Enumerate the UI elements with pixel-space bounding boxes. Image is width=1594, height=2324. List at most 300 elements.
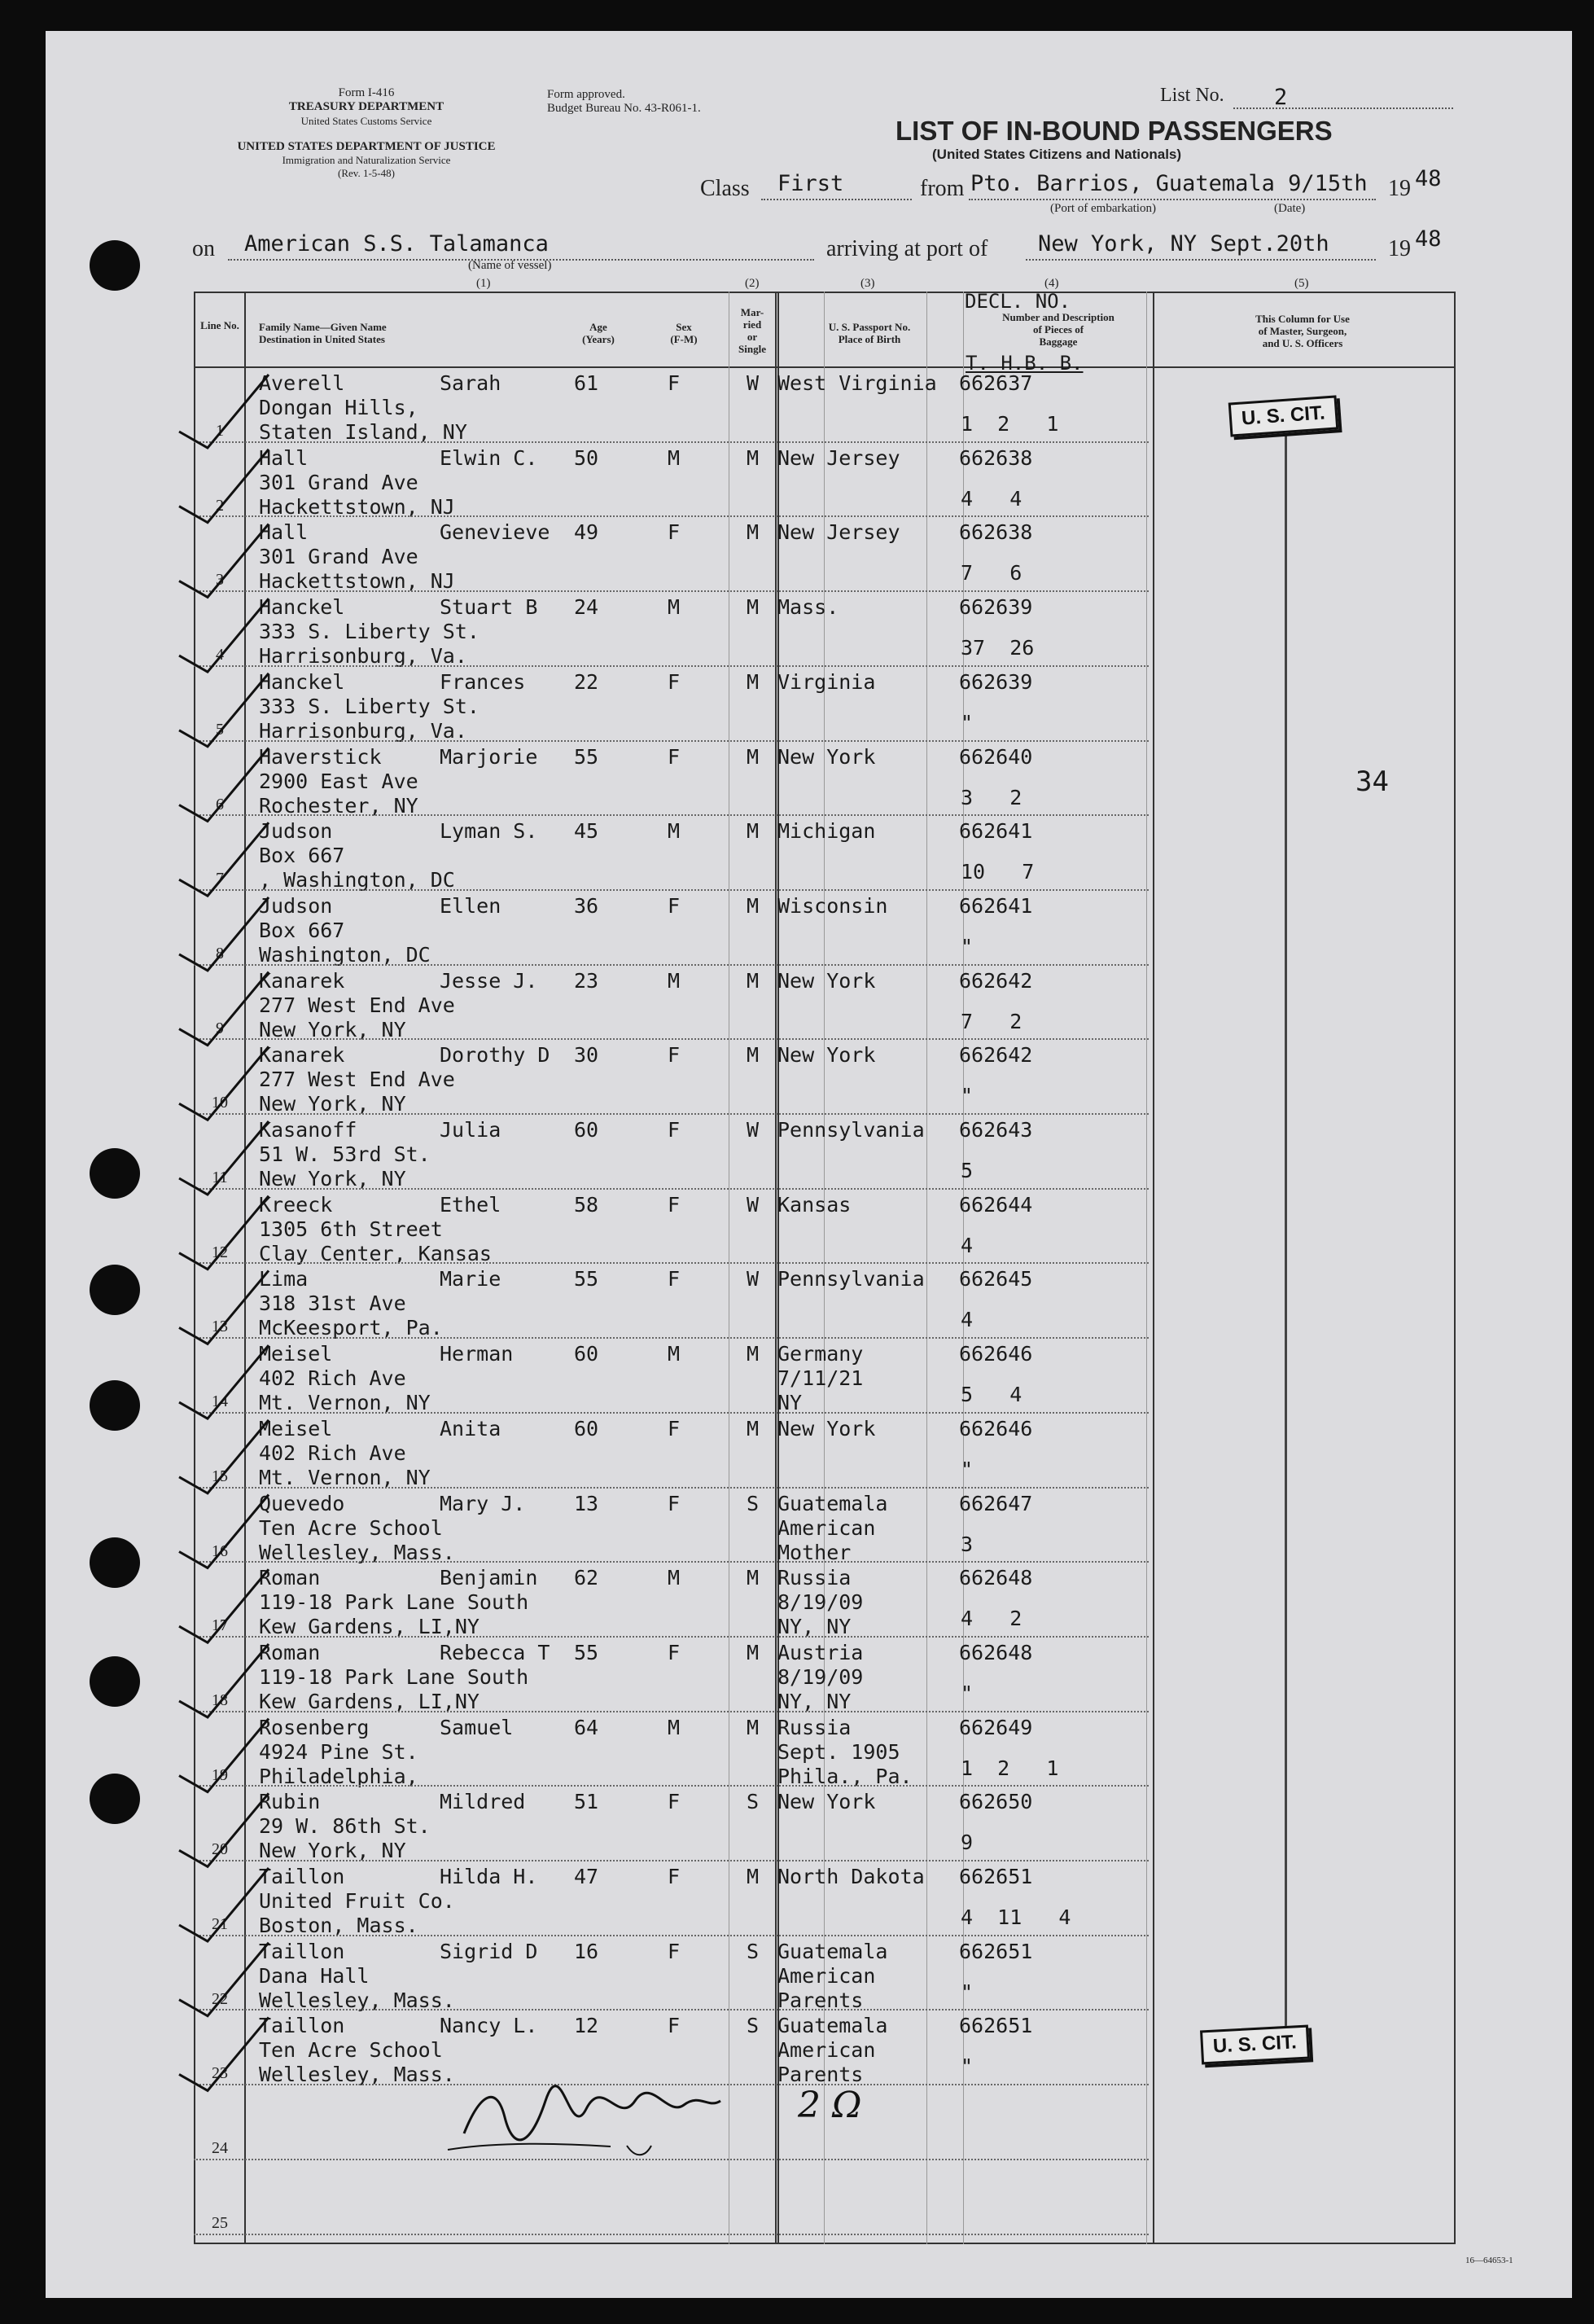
place-of-birth: Guatemala American Parents: [777, 1939, 888, 2012]
col-num-5: (5): [1294, 277, 1309, 290]
given-name: Genevieve: [440, 520, 550, 545]
check-mark: [179, 1345, 269, 1419]
address-line2: Rochester, NY: [259, 793, 418, 818]
marital-status: M: [747, 1342, 760, 1366]
row-separator: [194, 964, 1149, 966]
address-line2: Kew Gardens, LI,NY: [259, 1615, 480, 1639]
sex: M: [668, 1566, 681, 1590]
sex: F: [668, 1939, 681, 1963]
given-name: Elwin C.: [440, 445, 538, 470]
declaration-no: 662642: [959, 968, 1033, 993]
baggage-count: 4: [961, 1233, 974, 1257]
sex: F: [668, 1491, 681, 1515]
family-name: Judson: [259, 893, 333, 918]
place-of-birth: New Jersey: [777, 445, 900, 470]
age: 22: [574, 669, 599, 694]
age: 47: [574, 1865, 599, 1888]
baggage-count: 5: [961, 1159, 974, 1182]
declaration-no: 662647: [959, 1491, 1033, 1515]
on-label: on: [192, 236, 215, 261]
marital-status: M: [747, 744, 760, 769]
family-name: Averell: [259, 371, 345, 395]
row-separator: [194, 1188, 1149, 1190]
age: 24: [574, 595, 599, 620]
check-mark: [179, 1719, 269, 1792]
form-title: LIST OF IN-BOUND PASSENGERS: [896, 116, 1333, 146]
place-of-birth: Guatemala American Parents: [777, 2014, 888, 2087]
address-line2: Wellesley, Mass.: [259, 1540, 455, 1564]
row-separator: [194, 1412, 1149, 1414]
address-line1: 318 31st Ave: [259, 1291, 406, 1316]
baggage-count: ": [961, 710, 974, 734]
officer-bracket-line: [1285, 423, 1287, 2044]
col-sex: Sex (F-M): [670, 321, 698, 345]
age: 12: [574, 2014, 599, 2038]
place-of-birth: New Jersey: [777, 520, 900, 545]
family-name: Roman: [259, 1640, 321, 1664]
from-label: from: [920, 176, 965, 201]
row-separator: [194, 1860, 1149, 1861]
declaration-no: 662651: [959, 2014, 1033, 2038]
baggage-count: 4: [961, 1308, 974, 1332]
declaration-no: 662646: [959, 1416, 1033, 1440]
us-citizen-stamp-2: U. S. CIT.: [1200, 2025, 1310, 2065]
address-line1: 51 W. 53rd St.: [259, 1142, 431, 1166]
line-number: 5: [216, 720, 224, 739]
marital-status: M: [747, 819, 760, 844]
col-line-no: Line No.: [200, 319, 239, 331]
family-name: Rosenberg: [259, 1715, 370, 1739]
sex: F: [668, 2014, 681, 2038]
check-mark: [179, 897, 269, 971]
line-number: 2: [216, 496, 224, 515]
address-line2: Mt. Vernon, NY: [259, 1465, 431, 1489]
marital-status: S: [747, 1491, 760, 1515]
place-of-birth: Pennsylvania: [777, 1267, 925, 1291]
punch-hole: [90, 1380, 140, 1431]
declaration-no: 662640: [959, 744, 1033, 769]
marital-status: S: [747, 2014, 760, 2038]
age: 51: [574, 1790, 599, 1814]
row-separator: [194, 1337, 1149, 1339]
line-number: 12: [212, 1243, 228, 1261]
sex: F: [668, 1267, 681, 1291]
given-name: Mary J.: [440, 1491, 526, 1515]
check-mark: [179, 1121, 269, 1195]
address-line2: Boston, Mass.: [259, 1914, 418, 1937]
port-caption: (Port of embarkation): [1050, 202, 1156, 215]
baggage-count: ": [961, 934, 974, 958]
baggage-count: 10 7: [961, 860, 1035, 884]
sex: F: [668, 1790, 681, 1814]
family-name: Quevedo: [259, 1491, 345, 1515]
line-number: 24: [212, 2139, 228, 2158]
sex: M: [668, 1715, 681, 1739]
address-line1: Box 667: [259, 844, 345, 868]
marital-status: W: [747, 1267, 760, 1291]
declaration-no: 662641: [959, 893, 1033, 918]
place-of-birth: North Dakota: [777, 1865, 925, 1888]
address-line2: Harrisonburg, Va.: [259, 718, 467, 743]
sex: M: [668, 595, 681, 620]
declaration-no: 662645: [959, 1267, 1033, 1291]
given-name: Marie: [440, 1267, 501, 1291]
check-mark: [179, 449, 269, 523]
address-line1: 277 West End Ave: [259, 993, 455, 1017]
check-mark: [179, 1943, 269, 2016]
place-of-birth: Austria 8/19/09 NY, NY: [777, 1640, 864, 1713]
family-name: Kreeck: [259, 1192, 333, 1217]
place-of-birth: Guatemala American Mother: [777, 1491, 888, 1564]
sex: F: [668, 893, 681, 918]
row-separator: [194, 1262, 1149, 1264]
list-no-value: 2: [1274, 85, 1288, 110]
line-number: 13: [212, 1318, 228, 1336]
baggage-count: 37 26: [961, 636, 1035, 660]
line-number: 14: [212, 1392, 228, 1411]
declaration-no: 662651: [959, 1865, 1033, 1888]
marital-status: M: [747, 893, 760, 918]
family-name: Kanarek: [259, 968, 345, 993]
place-of-birth: Germany 7/11/21 NY: [777, 1342, 864, 1415]
age: 16: [574, 1939, 599, 1963]
address-line2: Staten Island, NY: [259, 420, 467, 444]
punch-hole: [90, 1656, 140, 1707]
declaration-no: 662641: [959, 819, 1033, 844]
row-separator: [194, 1785, 1149, 1787]
marital-status: S: [747, 1790, 760, 1814]
place-of-birth: Kansas: [777, 1192, 852, 1217]
family-name: Hall: [259, 445, 309, 470]
place-of-birth: New York: [777, 1416, 876, 1440]
declaration-no: 662644: [959, 1192, 1033, 1217]
place-of-birth: West Virginia: [777, 371, 937, 395]
year-value-2: 48: [1415, 226, 1442, 252]
marital-status: M: [747, 595, 760, 620]
baggage-count: ": [961, 1980, 974, 2004]
col-baggage: Number and Description of Pieces of Baggage: [1002, 311, 1114, 348]
line-number: 18: [212, 1690, 228, 1709]
declaration-no: 662648: [959, 1640, 1033, 1664]
place-of-birth: Russia 8/19/09 NY, NY: [777, 1566, 864, 1639]
given-name: Jesse J.: [440, 968, 538, 993]
side-number: 34: [1355, 765, 1389, 798]
col-passport: U. S. Passport No. Place of Birth: [828, 321, 911, 345]
family-name: Kasanoff: [259, 1118, 357, 1142]
year-prefix: 19: [1388, 176, 1411, 201]
row-separator: [194, 1561, 1149, 1563]
address-line1: Ten Acre School: [259, 2038, 443, 2063]
check-mark: [179, 1495, 269, 1568]
place-of-birth: Michigan: [777, 819, 876, 844]
address-line2: Clay Center, Kansas: [259, 1241, 492, 1265]
address-line1: 119-18 Park Lane South: [259, 1590, 529, 1615]
line-number: 21: [212, 1915, 228, 1933]
given-name: Nancy L.: [440, 2014, 538, 2038]
marital-status: M: [747, 1640, 760, 1664]
address-line2: Kew Gardens, LI,NY: [259, 1689, 480, 1713]
family-name: Meisel: [259, 1342, 333, 1366]
address-line2: , Washington, DC: [259, 868, 455, 892]
given-name: Lyman S.: [440, 819, 538, 844]
line-number: 17: [212, 1616, 228, 1635]
place-of-birth: New York: [777, 1790, 876, 1814]
baggage-count: 1 2 1: [961, 412, 1059, 436]
baggage-count: ": [961, 1084, 974, 1108]
sex: F: [668, 744, 681, 769]
declaration-no: 662646: [959, 1342, 1033, 1366]
row-separator: [194, 1487, 1149, 1489]
baggage-count: 3 2: [961, 785, 1023, 809]
age: 58: [574, 1192, 599, 1217]
line-number: 20: [212, 1840, 228, 1859]
line-number: 3: [216, 571, 224, 590]
baggage-count: ": [961, 1681, 974, 1705]
punch-hole: [90, 1148, 140, 1199]
us-citizen-stamp: U. S. CIT.: [1228, 395, 1338, 436]
col-married: Mar- ried or Single: [738, 306, 766, 355]
col-officers: This Column for Use of Master, Surgeon, and U. S. Officers: [1255, 313, 1350, 349]
line-number: 11: [212, 1169, 228, 1186]
address-line2: Harrisonburg, Va.: [259, 644, 467, 669]
marital-status: S: [747, 1939, 760, 1963]
list-no-label: List No.: [1160, 85, 1224, 106]
marital-status: M: [747, 669, 760, 694]
row-separator: [194, 814, 1149, 816]
sex: M: [668, 819, 681, 844]
age: 62: [574, 1566, 599, 1590]
address-line1: 277 West End Ave: [259, 1068, 455, 1092]
address-line2: New York, NY: [259, 1017, 406, 1041]
place-of-birth: New York: [777, 1043, 876, 1068]
age: 64: [574, 1715, 599, 1739]
address-line2: Hackettstown, NJ: [259, 569, 455, 594]
marital-status: M: [747, 1043, 760, 1068]
age: 55: [574, 1267, 599, 1291]
place-of-birth: Wisconsin: [777, 893, 888, 918]
check-mark: [179, 1196, 269, 1269]
age: 60: [574, 1416, 599, 1440]
line-number: 9: [216, 1019, 224, 1037]
marital-status: W: [747, 371, 760, 395]
sex: F: [668, 371, 681, 395]
given-name: Ellen: [440, 893, 501, 918]
address-line2: McKeesport, Pa.: [259, 1316, 443, 1340]
baggage-count: ": [961, 1457, 974, 1481]
address-line1: Ten Acre School: [259, 1515, 443, 1540]
sex: F: [668, 1640, 681, 1664]
marital-status: M: [747, 1865, 760, 1888]
given-name: Mildred: [440, 1790, 526, 1814]
age: 61: [574, 371, 599, 395]
baggage-count: 5 4: [961, 1383, 1023, 1407]
given-name: Herman: [440, 1342, 514, 1366]
age: 55: [574, 744, 599, 769]
baggage-count: 9: [961, 1831, 974, 1855]
marital-status: M: [747, 445, 760, 470]
family-name: Hanckel: [259, 669, 345, 694]
row-separator: [194, 1113, 1149, 1115]
check-mark: [179, 1569, 269, 1642]
marital-status: W: [747, 1192, 760, 1217]
check-mark: [179, 1420, 269, 1493]
address-line1: 119-18 Park Lane South: [259, 1664, 529, 1689]
form-subtitle: (United States Citizens and Nationals): [932, 147, 1182, 162]
family-name: Judson: [259, 819, 333, 844]
baggage-count: 4 4: [961, 486, 1023, 511]
sex: F: [668, 520, 681, 545]
punch-hole: [90, 1774, 140, 1824]
baggage-count: ": [961, 2054, 974, 2079]
row-separator: [194, 590, 1149, 592]
row-separator: [194, 1038, 1149, 1040]
punch-hole: [90, 1537, 140, 1588]
baggage-count: 1 2 1: [961, 1756, 1059, 1780]
check-mark: [179, 1868, 269, 1941]
address-line1: 333 S. Liberty St.: [259, 694, 480, 718]
given-name: Benjamin: [440, 1566, 538, 1590]
age: 55: [574, 1640, 599, 1664]
given-name: Marjorie: [440, 744, 538, 769]
given-name: Stuart B: [440, 595, 538, 620]
address-line1: 402 Rich Ave: [259, 1366, 406, 1391]
ins-name: Immigration and Naturalization Service: [282, 154, 451, 166]
address-line1: 301 Grand Ave: [259, 545, 418, 569]
check-mark: [179, 1046, 269, 1120]
arrival-value: New York, NY Sept.20th: [1038, 231, 1329, 257]
age: 30: [574, 1043, 599, 1068]
year-prefix-2: 19: [1388, 236, 1411, 261]
age: 60: [574, 1342, 599, 1366]
check-mark: [179, 375, 269, 448]
check-mark: [179, 524, 269, 597]
age: 50: [574, 445, 599, 470]
baggage-count: 7 2: [961, 1009, 1023, 1033]
place-of-birth: New York: [777, 744, 876, 769]
sex: F: [668, 1192, 681, 1217]
col-num-1: (1): [476, 277, 491, 290]
age: 23: [574, 968, 599, 993]
row-separator: [194, 2009, 1149, 2010]
address-line2: Mt. Vernon, NY: [259, 1391, 431, 1415]
punch-hole: [90, 1265, 140, 1315]
age: 60: [574, 1118, 599, 1142]
given-name: Rebecca T: [440, 1640, 550, 1664]
address-line1: Dongan Hills,: [259, 396, 418, 419]
age: 49: [574, 520, 599, 545]
sex: F: [668, 669, 681, 694]
line-number: 15: [212, 1467, 228, 1485]
budget-bureau: Budget Bureau No. 43-R061-1.: [547, 102, 701, 115]
family-name: Haverstick: [259, 744, 382, 769]
address-line2: Hackettstown, NJ: [259, 494, 455, 519]
row-separator: [194, 889, 1149, 891]
marital-status: M: [747, 1566, 760, 1590]
check-mark: [179, 2017, 269, 2090]
check-mark: [179, 599, 269, 672]
year-value: 48: [1415, 166, 1442, 191]
sex: F: [668, 1416, 681, 1440]
sex: F: [668, 1118, 681, 1142]
age: 36: [574, 893, 599, 918]
address-line1: 333 S. Liberty St.: [259, 620, 480, 644]
punch-hole: [90, 240, 140, 291]
col-name: Family Name—Given Name Destination in United States: [259, 321, 387, 345]
given-name: Dorothy D: [440, 1043, 550, 1068]
address-line2: Philadelphia,: [259, 1764, 418, 1788]
declaration-no: 662638: [959, 520, 1033, 545]
address-line1: 1305 6th Street: [259, 1217, 443, 1241]
place-of-birth: Russia Sept. 1905 Phila., Pa.: [777, 1715, 913, 1788]
age: 45: [574, 819, 599, 844]
signature: [431, 2068, 757, 2166]
check-mark: [179, 673, 269, 747]
family-name: Rubin: [259, 1790, 321, 1814]
place-of-birth: New York: [777, 968, 876, 993]
treasury-dept: TREASURY DEPARTMENT: [288, 100, 444, 113]
declaration-no: 662643: [959, 1118, 1033, 1142]
sex: M: [668, 968, 681, 993]
family-name: Taillon: [259, 1939, 345, 1963]
baggage-count: 7 6: [961, 561, 1023, 585]
line-number: 10: [212, 1094, 228, 1112]
line-number: 6: [216, 795, 224, 813]
line-number: 7: [216, 870, 224, 888]
address-line2: Wellesley, Mass.: [259, 1988, 455, 2012]
address-line1: 4924 Pine St.: [259, 1739, 418, 1764]
form-id: Form I-416: [338, 86, 395, 99]
line-number: 23: [212, 2064, 228, 2083]
marital-status: M: [747, 1416, 760, 1440]
declaration-no: 662639: [959, 669, 1033, 694]
declaration-no: 662648: [959, 1566, 1033, 1590]
address-line2: Washington, DC: [259, 942, 431, 967]
from-value: Pto. Barrios, Guatemala 9/15th: [970, 171, 1368, 196]
declaration-no: 662650: [959, 1790, 1033, 1814]
check-mark: [179, 822, 269, 896]
place-of-birth: Virginia: [777, 669, 876, 694]
check-mark: [179, 1644, 269, 1717]
given-name: Hilda H.: [440, 1865, 538, 1888]
row-separator: [194, 1711, 1149, 1712]
address-line1: Box 667: [259, 918, 345, 942]
given-name: Ethel: [440, 1192, 501, 1217]
declaration-no: 662651: [959, 1939, 1033, 1963]
col-num-2: (2): [745, 277, 760, 290]
marital-status: M: [747, 968, 760, 993]
row-separator: [194, 441, 1149, 443]
line-number: 22: [212, 1989, 228, 2008]
given-name: Sarah: [440, 371, 501, 395]
declaration-no: 662639: [959, 595, 1033, 620]
check-mark: [179, 1270, 269, 1344]
given-name: Sigrid D: [440, 1939, 538, 1963]
col-age: Age (Years): [582, 321, 615, 345]
row-separator: [194, 1935, 1149, 1936]
family-name: Taillon: [259, 1865, 345, 1888]
family-name: Kanarek: [259, 1043, 345, 1068]
address-line1: Dana Hall: [259, 1963, 370, 1988]
check-mark: [179, 972, 269, 1046]
place-of-birth: Mass.: [777, 595, 839, 620]
row-separator: [194, 740, 1149, 742]
given-name: Frances: [440, 669, 526, 694]
address-line1: 29 W. 86th St.: [259, 1814, 431, 1839]
baggage-count: 3: [961, 1532, 974, 1556]
declaration-no: 662638: [959, 445, 1033, 470]
signature-note: 2 Ω: [798, 2085, 862, 2126]
form-approved: Form approved.: [547, 88, 625, 101]
